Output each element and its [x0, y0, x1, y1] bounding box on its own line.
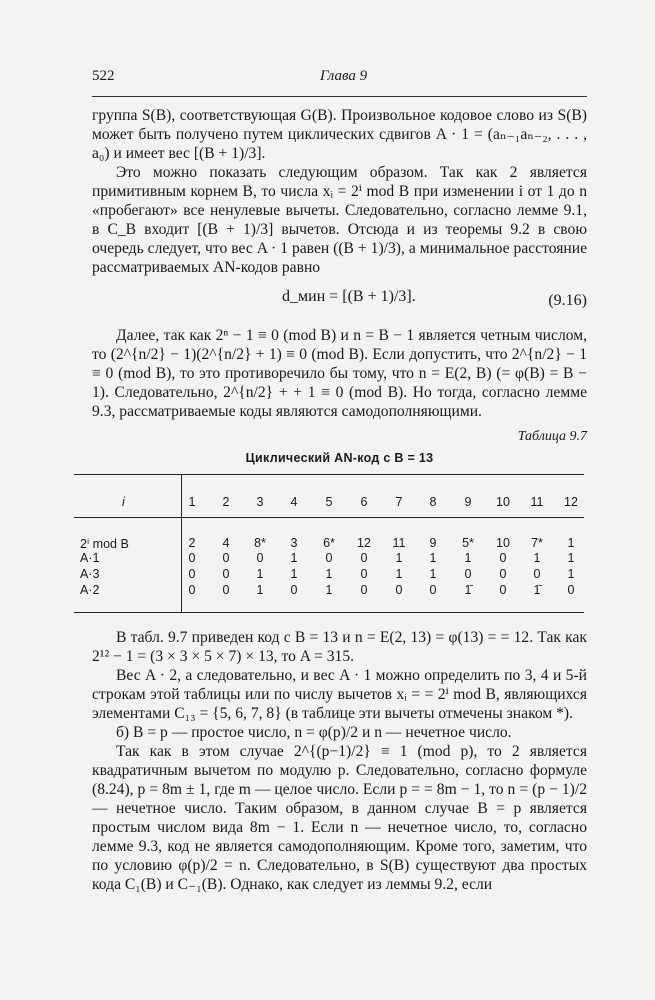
row-label: A·2	[80, 583, 100, 597]
table-cell: 1	[429, 567, 437, 581]
table-cell: 1̄	[464, 583, 472, 597]
table-cell: 0	[188, 567, 196, 581]
table-cell: 2	[222, 495, 230, 509]
table-top-rule	[74, 474, 584, 475]
page-header	[92, 60, 587, 84]
table-cell: 1	[464, 551, 472, 565]
table-cell: 10	[496, 495, 510, 509]
table-cell: 7*	[531, 536, 543, 550]
table-cell: 0	[325, 551, 333, 565]
table-cell: 1	[567, 567, 575, 581]
chapter-title: Глава 9	[320, 68, 368, 84]
table-cell: 4	[222, 536, 230, 550]
table-cell: 11	[530, 495, 544, 509]
table-cell: 3	[256, 495, 264, 509]
header-rule	[92, 96, 587, 97]
table-cell: 8*	[254, 536, 266, 550]
equation-body: d_мин = [(B + 1)/3].	[282, 288, 416, 305]
text-block-top	[92, 106, 587, 277]
table-cell: 1	[325, 567, 333, 581]
table-cell: 2	[188, 536, 196, 550]
table-cell: 1	[567, 536, 575, 550]
table-cell: 1	[290, 551, 298, 565]
table-cell: 0	[395, 583, 403, 597]
table-cell: 6*	[323, 536, 335, 550]
table-cell: 1̄	[533, 583, 541, 597]
table-cell: 0	[567, 583, 575, 597]
table-cell: 0	[360, 551, 368, 565]
table-cell: 0	[290, 583, 298, 597]
table-cell: 1	[395, 567, 403, 581]
table-cell: 1	[533, 551, 541, 565]
table-cell: 12	[564, 495, 578, 509]
table-cell: 0	[499, 583, 507, 597]
table-cell: 5*	[462, 536, 474, 550]
table-cell: 1	[188, 495, 196, 509]
table-caption: Таблица 9.7	[517, 429, 587, 444]
paragraph-4: В табл. 9.7 приведен код с B = 13 и n = E(2, 13) = φ(13) = = 12. Так как 2¹² − 1 = (3 × 3 × 5 × 7) × 13, то A = 315.	[92, 629, 587, 665]
paragraph-3: Далее, так как 2ⁿ − 1 ≡ 0 (mod B) и n = B − 1 является четным числом, то (2^{n/2} − 1)(2^{n/2} + 1) ≡ 0 (mod B). Если допустить, что 2^{n/2} − 1 ≡ 0 (mod B), то это противоречило бы тому, что n = E(2, B) (= φ(B) = B − 1). Следовательно, 2^{n/2} + + 1 ≡ 0 (mod B). Но тогда, согласно лемме 9.3, рассматриваемые коды являются самодополняющими.	[92, 327, 587, 420]
paragraph-2: Это можно показать следующим образом. Так как 2 является примитивным корнем B, то числа xᵢ = 2ⁱ mod B при изменении i от 1 до n «пробегают» все ненулевые вычеты. Следовательно, согласно лемме 9.1, в C_B входит [(B + 1)/3] вычетов. Отсюда и из теоремы 9.2 в свою очередь следует, что вес A · 1 равен ((B + 1)/3), а минимальное расстояние рассматриваемых AN-кодов равно	[92, 164, 587, 276]
paragraph-1: группа S(B), соответствующая G(B). Произвольное кодовое слово из S(B) может быть получено путем циклических сдвигов A · 1 = (aₙ₋₁aₙ₋₂, . . . , a₀) и имеет вес [(B + 1)/3].	[92, 107, 587, 162]
table-cell: 0	[222, 567, 230, 581]
table-cell: 1	[395, 551, 403, 565]
text-block-middle	[92, 326, 587, 421]
table-cell: 0	[256, 551, 264, 565]
table-cell: 0	[533, 567, 541, 581]
table-cell: 1	[256, 567, 264, 581]
table-cell: 4	[290, 495, 298, 509]
table-cell: 5	[325, 495, 333, 509]
row-label: A·3	[80, 567, 100, 581]
table-cell: 8	[429, 495, 437, 509]
table-cell: 0	[360, 583, 368, 597]
table-cell: 0	[429, 583, 437, 597]
table-row	[74, 536, 584, 551]
page-number: 522	[92, 68, 115, 84]
row-label: 2ⁱ mod B	[80, 537, 129, 551]
table-cell: 12	[357, 536, 371, 550]
table-cell: 3	[290, 536, 298, 550]
table-header-rule	[74, 517, 584, 518]
table-bottom-rule	[74, 612, 584, 613]
table-cell: 7	[395, 495, 403, 509]
table-cell: 0	[222, 551, 230, 565]
table-cell: 9	[429, 536, 437, 550]
paragraph-6: б) B = p — простое число, n = φ(p)/2 и n — нечетное число.	[116, 724, 512, 741]
row-label: A·1	[80, 551, 100, 565]
table-cell: 1	[567, 551, 575, 565]
table-row	[74, 567, 584, 582]
table-cell: 0	[499, 567, 507, 581]
paragraph-5: Вес A · 2, а следовательно, и вес A · 1 можно определить по 3, 4 и 5-й строкам этой таблицы или по числу вычетов xᵢ = = 2ⁱ mod B, являющихся элементами C₁₃ = {5, 6, 7, 8} (в таблице эти вычеты отмечены знаком *).	[92, 667, 587, 722]
table-cell: 0	[360, 567, 368, 581]
paragraph-7: Так как в этом случае 2^{(p−1)/2} ≡ 1 (mod p), то 2 является квадратичным вычетом по модулю p. Следовательно, согласно формуле (8.24), p = 8m ± 1, где m — целое число. Если p = = 8m − 1, то n = (p − 1)/2 — нечетное число. Таким образом, в данном случае B = p является простым числом вида 8m − 1. Если n — нечетное число, то, согласно лемме 9.3, код не является самодополняющим. Кроме того, заметим, что по условию φ(p)/2 = n. Следовательно, в S(B) существуют два простых кода C₁(B) и C₋₁(B). Однако, как следует из леммы 9.2, если	[92, 743, 587, 893]
equation-9-16	[92, 282, 587, 322]
table-cell: 0	[499, 551, 507, 565]
table-title: Циклический AN-код с B = 13	[245, 451, 434, 465]
table-header-row	[74, 495, 584, 510]
table-cell: 6	[360, 495, 368, 509]
table-cell: 1	[290, 567, 298, 581]
table-cell: 1	[429, 551, 437, 565]
table-cell: 9	[464, 495, 472, 509]
table-cell: 11	[392, 536, 406, 550]
table-cell: 0	[464, 567, 472, 581]
table-cell: 0	[188, 583, 196, 597]
table-cell: 0	[188, 551, 196, 565]
text-block-bottom	[92, 628, 587, 894]
equation-number: (9.16)	[548, 292, 587, 309]
table-row	[74, 583, 584, 598]
table-cell: 1	[256, 583, 264, 597]
table-cell: 0	[222, 583, 230, 597]
table-cell: 10	[496, 536, 510, 550]
table-header-label: i	[122, 495, 125, 509]
table-cell: 1	[325, 583, 333, 597]
book-page	[80, 60, 587, 893]
table-row	[74, 551, 584, 566]
